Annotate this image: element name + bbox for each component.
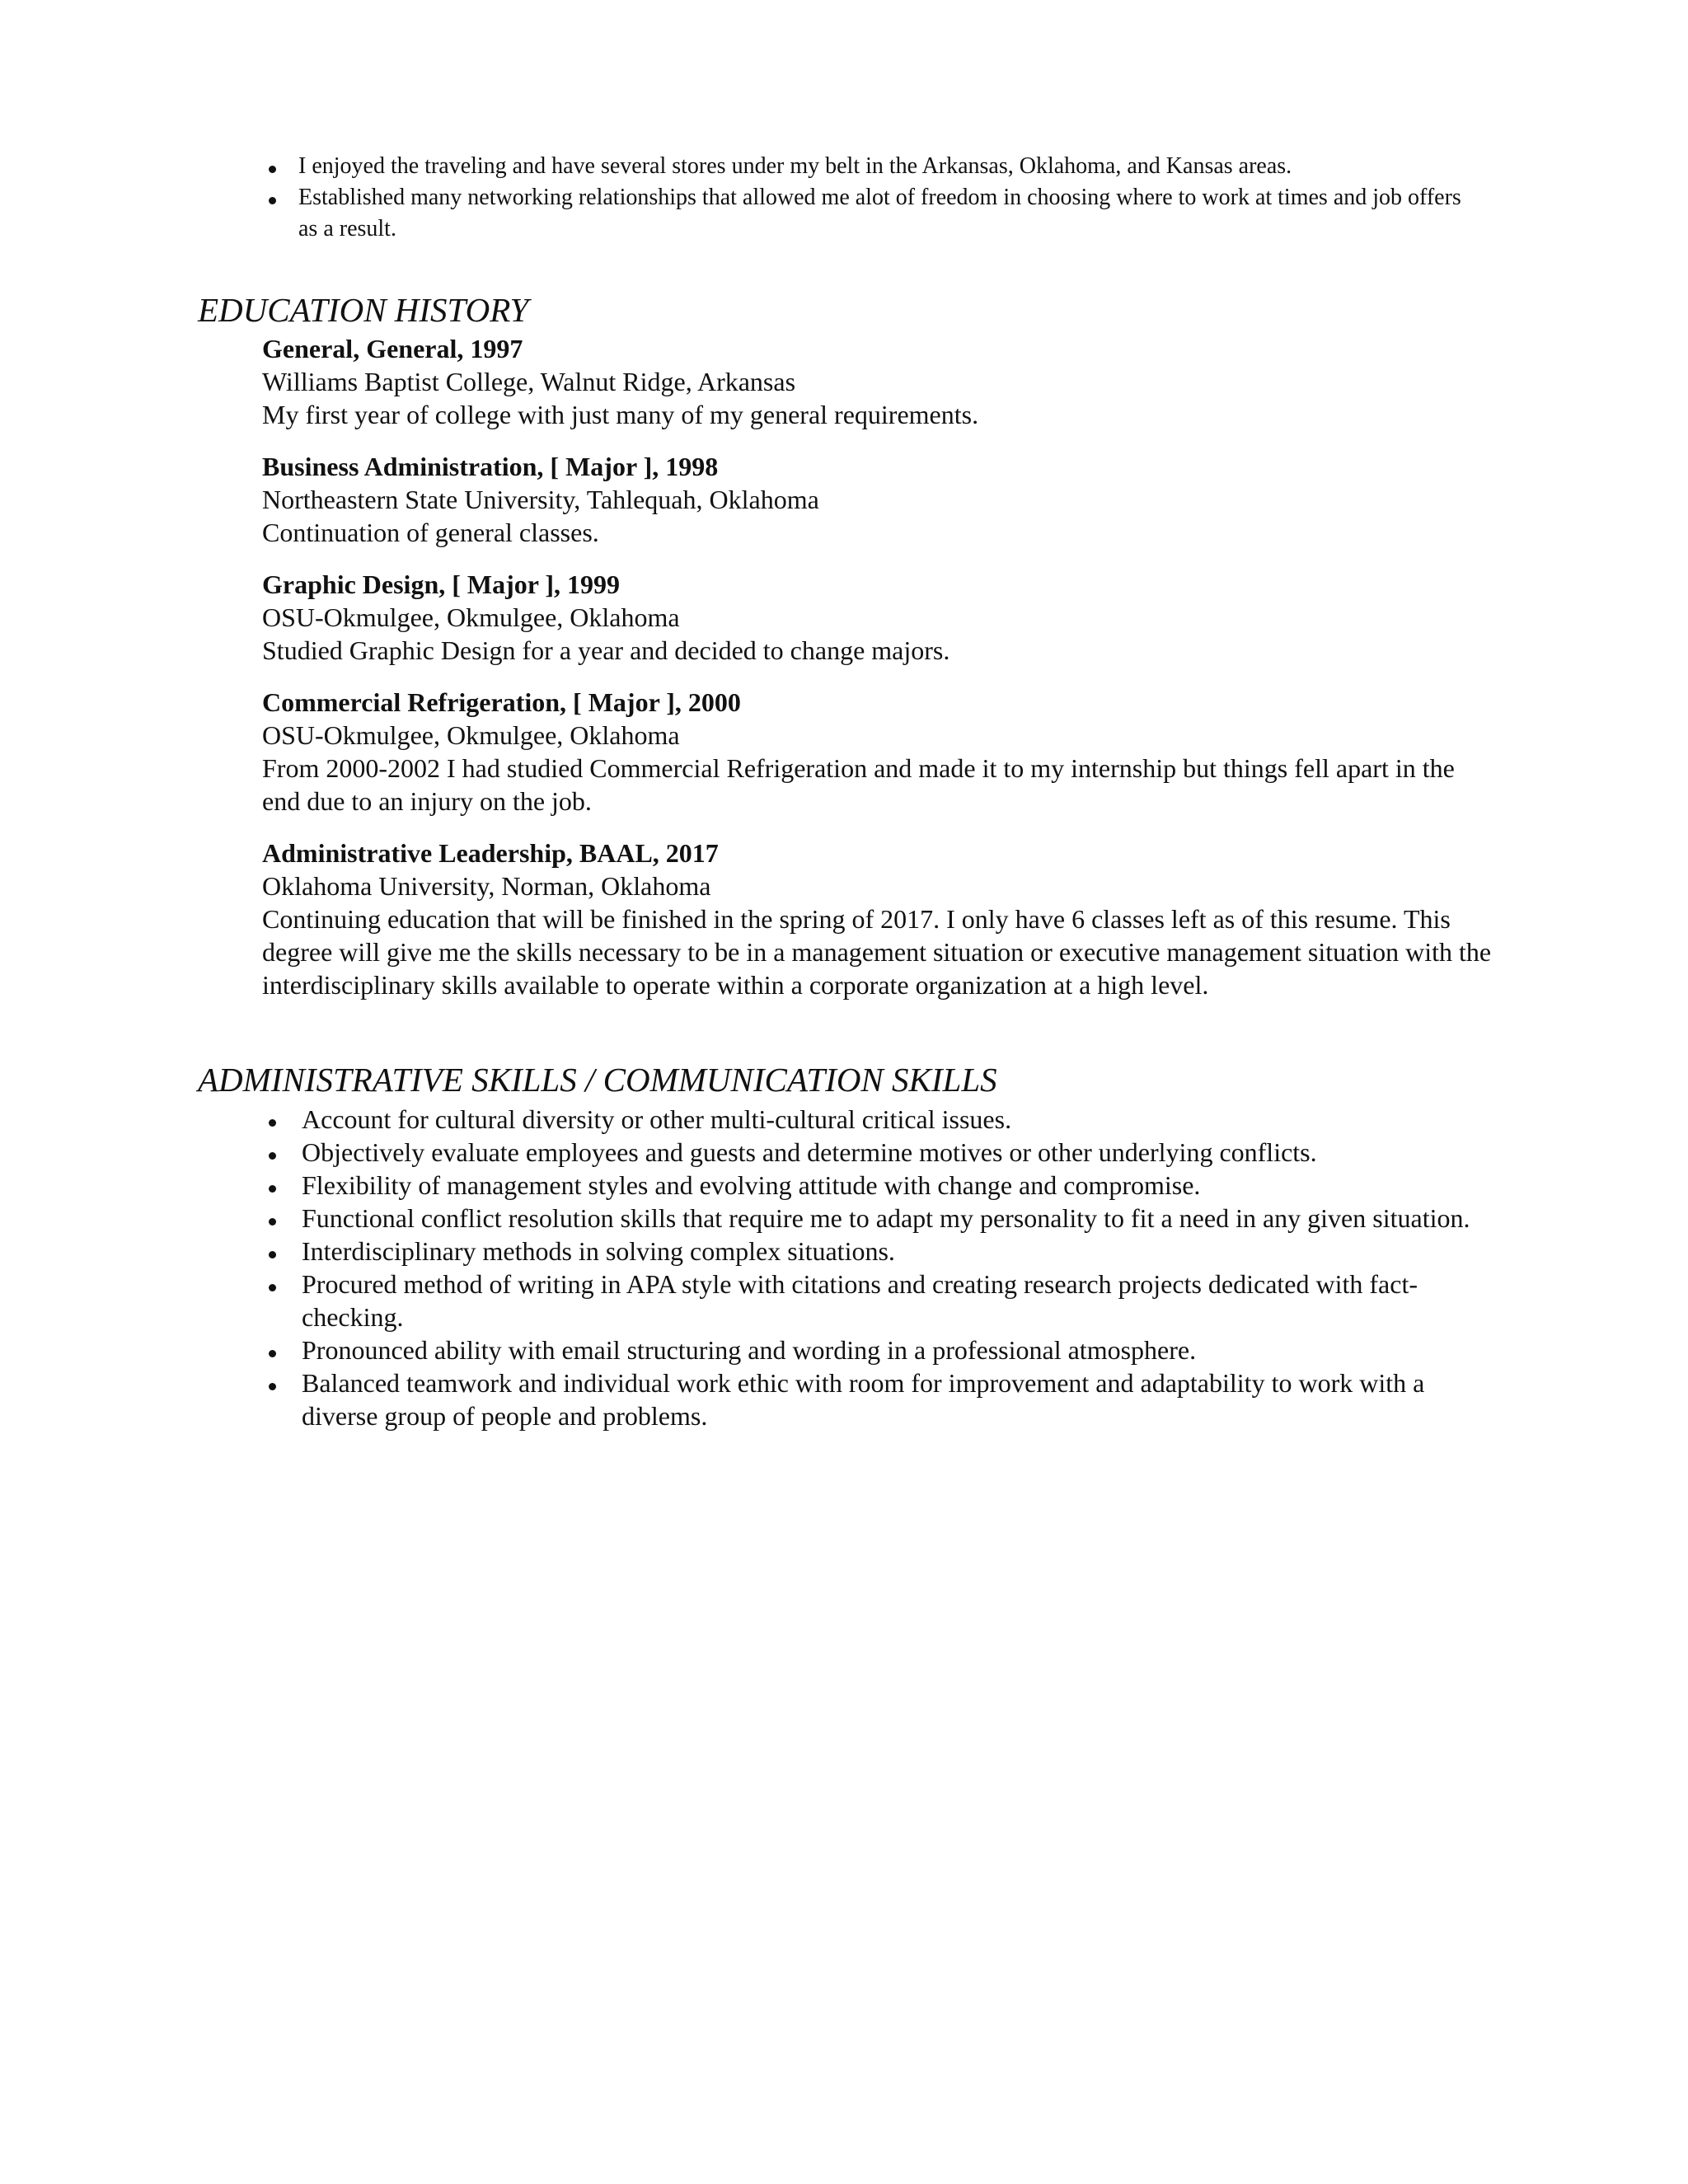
skill-item: Balanced teamwork and individual work ethic with room for improvement and adaptability to work with a diverse group of people and problems. xyxy=(262,1366,1482,1432)
education-heading: EDUCATION HISTORY xyxy=(198,291,529,329)
education-list xyxy=(262,332,1498,1020)
skill-item: Procured method of writing in APA style with citations and creating research projects dedicated with fact-checking. xyxy=(262,1268,1482,1333)
skill-item: Functional conflict resolution skills that require me to adapt my personality to fit a need in any given situation. xyxy=(262,1202,1482,1235)
skill-item: Flexibility of management styles and evolving attitude with change and compromise. xyxy=(262,1169,1482,1202)
education-entry-description: My first year of college with just many of my general requirements. xyxy=(262,400,979,429)
education-entry xyxy=(262,568,1498,667)
education-entry xyxy=(262,686,1498,818)
education-entry-description: From 2000-2002 I had studied Commercial Refrigeration and made it to my internship but things fell apart in the end due to an injury on the job. xyxy=(262,753,1455,816)
education-entry xyxy=(262,837,1498,1001)
skills-heading: ADMINISTRATIVE SKILLS / COMMUNICATION SKILLS xyxy=(198,1061,997,1099)
education-entry-description: Continuation of general classes. xyxy=(262,518,599,547)
education-entry-title: Administrative Leadership, BAAL, 2017 xyxy=(262,838,719,868)
education-entry-school: OSU-Okmulgee, Okmulgee, Oklahoma xyxy=(262,720,680,750)
education-entry-title: Business Administration, [ Major ], 1998 xyxy=(262,452,719,481)
education-entry xyxy=(262,450,1498,549)
skill-item: Objectively evaluate employees and guests and determine motives or other underlying conflicts. xyxy=(262,1136,1482,1169)
skills-bullet-list xyxy=(262,1103,1482,1432)
education-entry-title: Graphic Design, [ Major ], 1999 xyxy=(262,569,621,599)
skill-item: Interdisciplinary methods in solving complex situations. xyxy=(262,1235,1482,1268)
education-entry-title: General, General, 1997 xyxy=(262,334,523,363)
education-entry-school: Oklahoma University, Norman, Oklahoma xyxy=(262,871,711,901)
education-entry-description: Studied Graphic Design for a year and decided to change majors. xyxy=(262,635,950,665)
education-entry-school: Williams Baptist College, Walnut Ridge, Arkansas xyxy=(262,367,796,396)
skill-item: Account for cultural diversity or other multi-cultural critical issues. xyxy=(262,1103,1482,1136)
experience-bullet: I enjoyed the traveling and have several stores under my belt in the Arkansas, Oklahoma, and Kansas areas. xyxy=(262,151,1482,182)
education-entry-school: OSU-Okmulgee, Okmulgee, Oklahoma xyxy=(262,602,680,632)
education-entry-school: Northeastern State University, Tahlequah, Oklahoma xyxy=(262,485,819,514)
experience-bullet-list xyxy=(262,151,1482,245)
experience-bullet: Established many networking relationships that allowed me alot of freedom in choosing where to work at times and job offers as a result. xyxy=(262,182,1482,245)
education-entry-description: Continuing education that will be finished in the spring of 2017. I only have 6 classes left as of this resume. This degree will give me the skills necessary to be in a management situation or executive management situation with the interdisciplinary skills available to operate within a corporate organization at a high level. xyxy=(262,904,1492,1000)
skill-item: Pronounced ability with email structuring and wording in a professional atmosphere. xyxy=(262,1333,1482,1366)
education-entry xyxy=(262,332,1498,431)
education-entry-title: Commercial Refrigeration, [ Major ], 2000 xyxy=(262,687,741,717)
